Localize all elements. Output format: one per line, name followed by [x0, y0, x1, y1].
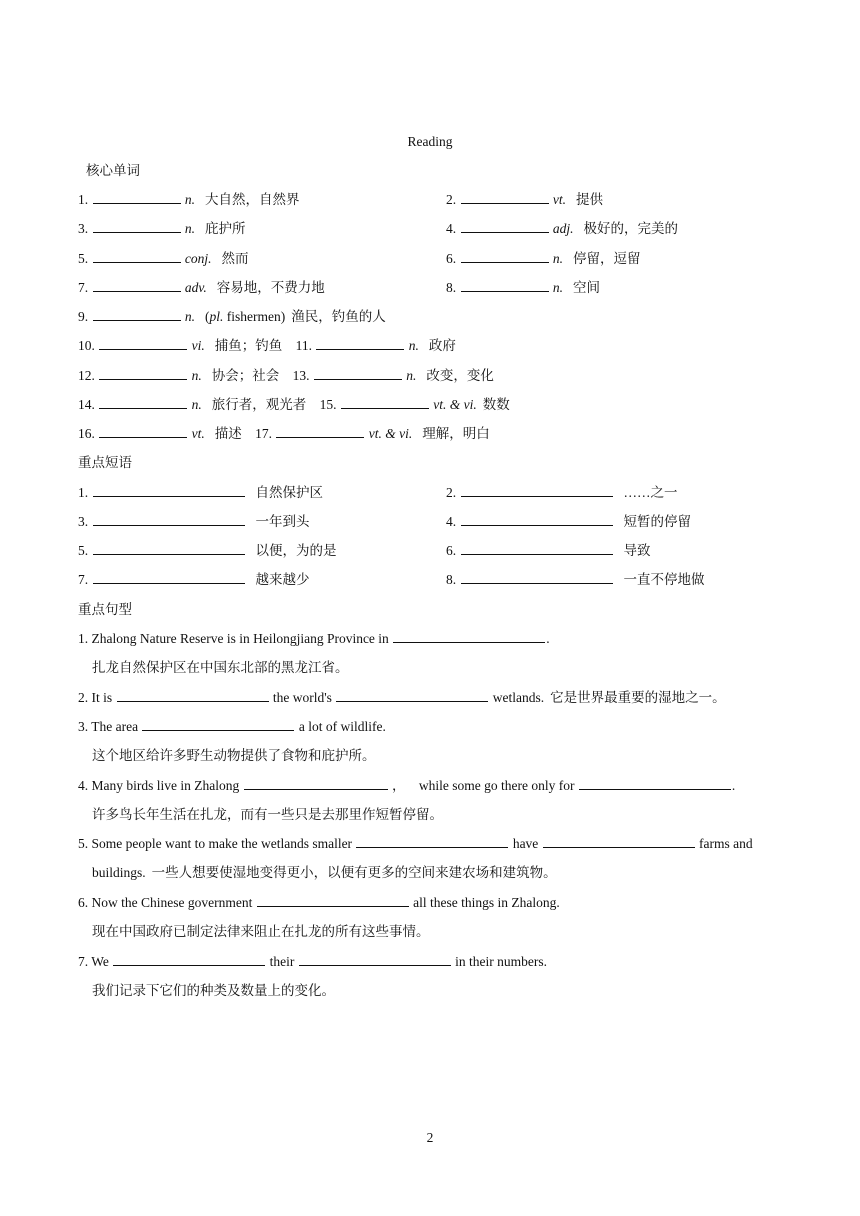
word-item-12-13: 12. n. 协会；社会 13. n. 改变，变化: [78, 368, 494, 383]
answer-blank[interactable]: [244, 777, 388, 790]
answer-blank[interactable]: [93, 308, 181, 321]
sentence-5-translation: 一些人想要使湿地变得更小，以便有更多的空间来建农场和建筑物。: [151, 865, 557, 880]
answer-blank[interactable]: [341, 396, 429, 409]
answer-blank[interactable]: [461, 571, 613, 584]
sentence-4: 4. Many birds live in Zhalong ， while some go there only for .: [78, 778, 736, 793]
sentence-1: 1. Zhalong Nature Reserve is in Heilongjiang Province in .: [78, 631, 550, 646]
sentence-1-translation: 扎龙自然保护区在中国东北部的黑龙江省。: [92, 660, 349, 675]
word-item-8: 8. n. 空间: [446, 280, 600, 295]
answer-blank[interactable]: [299, 953, 451, 966]
word-item-6: 6. n. 停留，逗留: [446, 251, 641, 266]
answer-blank[interactable]: [93, 484, 245, 497]
answer-blank[interactable]: [117, 689, 269, 702]
answer-blank[interactable]: [93, 279, 181, 292]
answer-blank[interactable]: [93, 191, 181, 204]
answer-blank[interactable]: [393, 630, 545, 643]
word-item-2: 2. vt. 提供: [446, 192, 603, 207]
section-heading-phrases: 重点短语: [78, 455, 132, 470]
phrase-item-1: 1. 自然保护区: [78, 485, 323, 500]
sentence-5: 5. Some people want to make the wetlands smaller have farms and: [78, 836, 753, 851]
sentence-3: 3. The area a lot of wildlife.: [78, 719, 386, 734]
sentence-6-translation: 现在中国政府已制定法律来阻止在扎龙的所有这些事情。: [92, 924, 430, 939]
answer-blank[interactable]: [461, 220, 549, 233]
phrase-item-5: 5. 以便，为的是: [78, 543, 337, 558]
answer-blank[interactable]: [93, 250, 181, 263]
answer-blank[interactable]: [99, 337, 187, 350]
phrase-item-8: 8. 一直不停地做: [446, 572, 705, 587]
word-item-7: 7. adv. 容易地，不费力地: [78, 280, 325, 295]
answer-blank[interactable]: [99, 425, 187, 438]
answer-blank[interactable]: [336, 689, 488, 702]
section-heading-words: 核心单词: [86, 163, 140, 178]
answer-blank[interactable]: [543, 835, 695, 848]
word-item-9: 9. n. (pl. fishermen) 渔民，钓鱼的人: [78, 309, 386, 324]
sentence-6: 6. Now the Chinese government all these things in Zhalong.: [78, 895, 560, 910]
word-item-3: 3. n. 庇护所: [78, 221, 246, 236]
word-item-1: 1. n. 大自然，自然界: [78, 192, 300, 207]
sentence-3-translation: 这个地区给许多野生动物提供了食物和庇护所。: [92, 748, 376, 763]
answer-blank[interactable]: [356, 835, 508, 848]
answer-blank[interactable]: [93, 513, 245, 526]
answer-blank[interactable]: [461, 513, 613, 526]
phrase-item-6: 6. 导致: [446, 543, 651, 558]
answer-blank[interactable]: [99, 396, 187, 409]
sentence-5-continued: buildings. 一些人想要使湿地变得更小，以便有更多的空间来建农场和建筑物。: [92, 865, 557, 880]
answer-blank[interactable]: [461, 542, 613, 555]
phrase-item-4: 4. 短暂的停留: [446, 514, 691, 529]
page-number: 2: [426, 1130, 434, 1145]
sentence-2: 2. It is the world's wetlands. 它是世界最重要的湿地之一。: [78, 690, 726, 705]
answer-blank[interactable]: [316, 337, 404, 350]
word-item-14-15: 14. n. 旅行者，观光者 15. vt. & vi. 数数: [78, 397, 510, 412]
sentence-7: 7. We their in their numbers.: [78, 954, 548, 969]
sentence-7-translation: 我们记录下它们的种类及数量上的变化。: [92, 983, 335, 998]
answer-blank[interactable]: [461, 250, 549, 263]
answer-blank[interactable]: [113, 953, 265, 966]
answer-blank[interactable]: [579, 777, 731, 790]
answer-blank[interactable]: [461, 191, 549, 204]
answer-blank[interactable]: [314, 367, 402, 380]
answer-blank[interactable]: [257, 894, 409, 907]
word-item-5: 5. conj. 然而: [78, 251, 249, 266]
answer-blank[interactable]: [461, 279, 549, 292]
sentence-4-translation: 许多鸟长年生活在扎龙，而有一些只是去那里作短暂停留。: [92, 807, 443, 822]
phrase-item-7: 7. 越来越少: [78, 572, 310, 587]
answer-blank[interactable]: [142, 718, 294, 731]
sentence-2-translation: 它是世界最重要的湿地之一。: [550, 690, 726, 705]
word-item-10-11: 10. vi. 捕鱼；钓鱼 11. n. 政府: [78, 338, 456, 353]
section-heading-sentences: 重点句型: [78, 602, 132, 617]
answer-blank[interactable]: [93, 542, 245, 555]
answer-blank[interactable]: [93, 220, 181, 233]
answer-blank[interactable]: [276, 425, 364, 438]
phrase-item-3: 3. 一年到头: [78, 514, 310, 529]
answer-blank[interactable]: [93, 571, 245, 584]
phrase-item-2: 2. ……之一: [446, 485, 678, 500]
word-item-16-17: 16. vt. 描述 17. vt. & vi. 理解，明白: [78, 426, 490, 441]
page-title: Reading: [407, 134, 453, 149]
word-item-4: 4. adj. 极好的，完美的: [446, 221, 679, 236]
answer-blank[interactable]: [99, 367, 187, 380]
answer-blank[interactable]: [461, 484, 613, 497]
